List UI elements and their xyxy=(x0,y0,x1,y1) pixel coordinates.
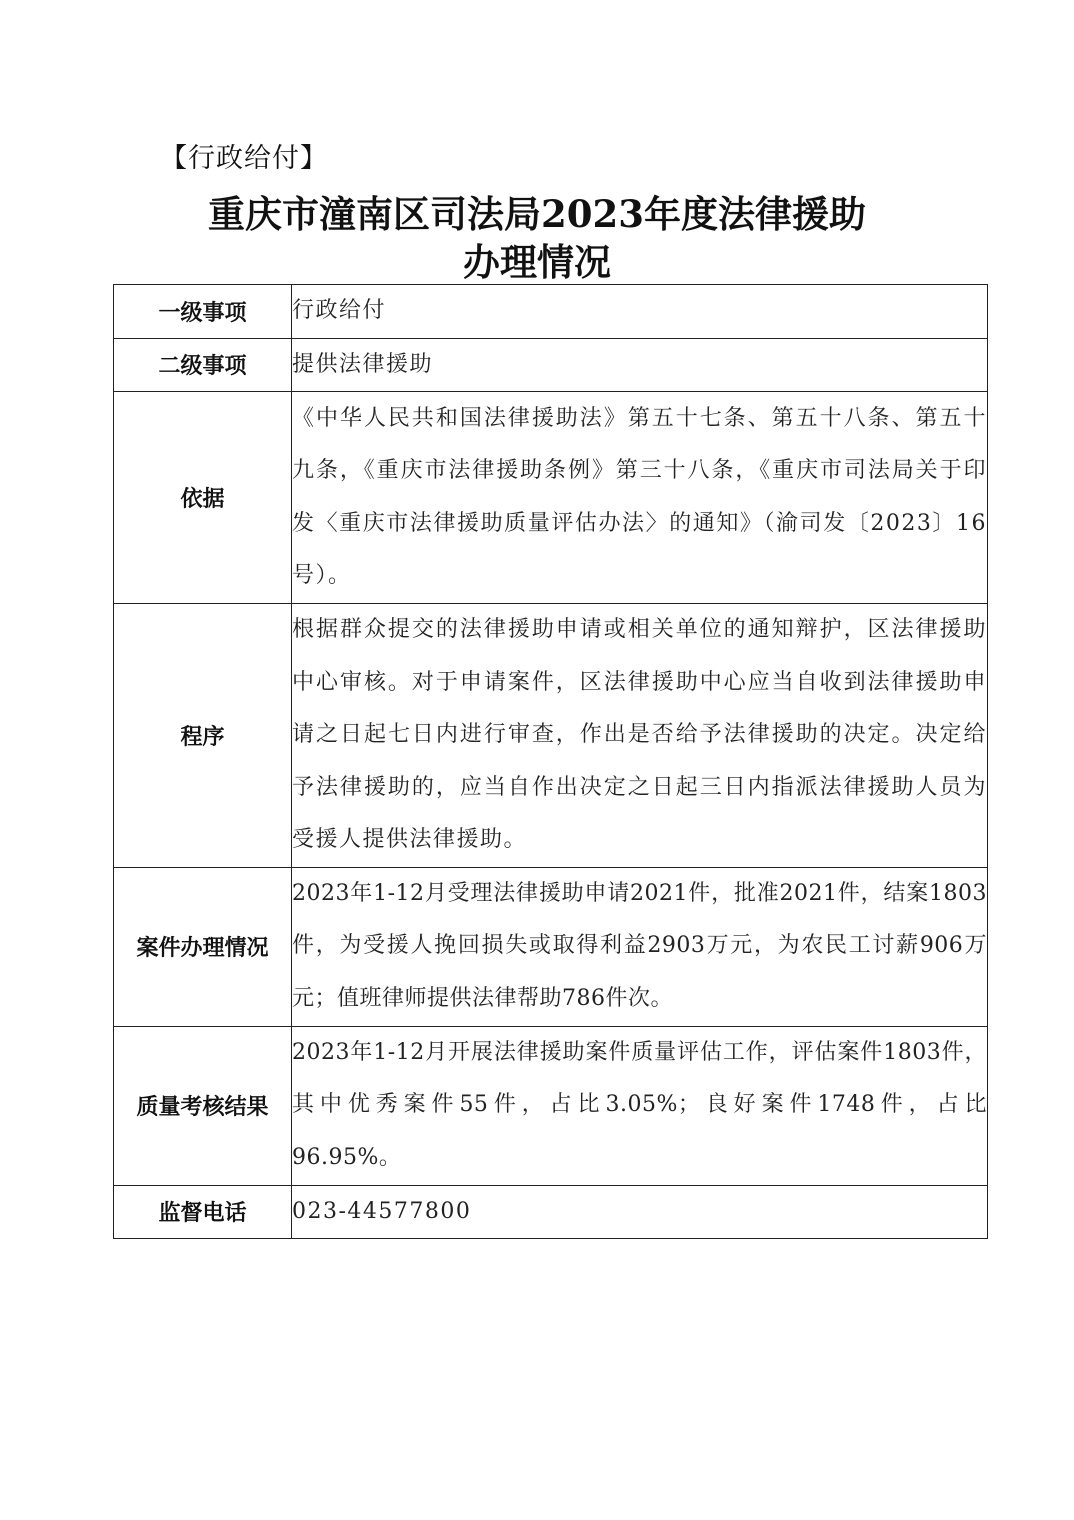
table-row xyxy=(114,285,988,339)
info-table xyxy=(113,284,988,1239)
row-label-level1: 一级事项 xyxy=(114,285,292,339)
row-label-hotline: 监督电话 xyxy=(114,1185,292,1239)
table-row xyxy=(114,1185,988,1239)
row-value-level1: 行政给付 xyxy=(292,285,988,339)
row-label-procedure: 程序 xyxy=(114,604,292,868)
table-row xyxy=(114,338,988,392)
row-label-case-handling: 案件办理情况 xyxy=(114,867,292,1026)
document-title: 重庆市潼南区司法局2023年度法律援助 xyxy=(208,192,866,236)
row-label-level2: 二级事项 xyxy=(114,338,292,392)
row-value-case-handling: 2023年1-12月受理法律援助申请2021件，批准2021件，结案1803件，为受援人挽回损失或取得利益2903万元，为农民工讨薪906万元；值班律师提供法律帮助786件次。 xyxy=(292,867,988,1026)
table-row xyxy=(114,867,988,1026)
category-label: 【行政给付】 xyxy=(160,143,328,174)
row-value-quality-result: 2023年1-12月开展法律援助案件质量评估工作，评估案件1803件，其中优秀案件55件，占比3.05%；良好案件1748件，占比96.95%。 xyxy=(292,1026,988,1185)
row-label-quality-result: 质量考核结果 xyxy=(114,1026,292,1185)
table-row xyxy=(114,1026,988,1185)
row-value-level2: 提供法律援助 xyxy=(292,338,988,392)
document-title-line2: 办理情况 xyxy=(463,240,611,284)
row-value-basis: 《中华人民共和国法律援助法》第五十七条、第五十八条、第五十九条，《重庆市法律援助条例》第三十八条，《重庆市司法局关于印发〈重庆市法律援助质量评估办法〉的通知》（渝司发〔2023〕16号）。 xyxy=(292,392,988,604)
table-row xyxy=(114,392,988,604)
row-value-procedure: 根据群众提交的法律援助申请或相关单位的通知辩护，区法律援助中心审核。对于申请案件，区法律援助中心应当自收到法律援助申请之日起七日内进行审查，作出是否给予法律援助的决定。决定给予法律援助的，应当自作出决定之日起三日内指派法律援助人员为受援人提供法律援助。 xyxy=(292,604,988,868)
row-label-basis: 依据 xyxy=(114,392,292,604)
row-value-hotline: 023-44577800 xyxy=(292,1185,988,1239)
table-row xyxy=(114,604,988,868)
